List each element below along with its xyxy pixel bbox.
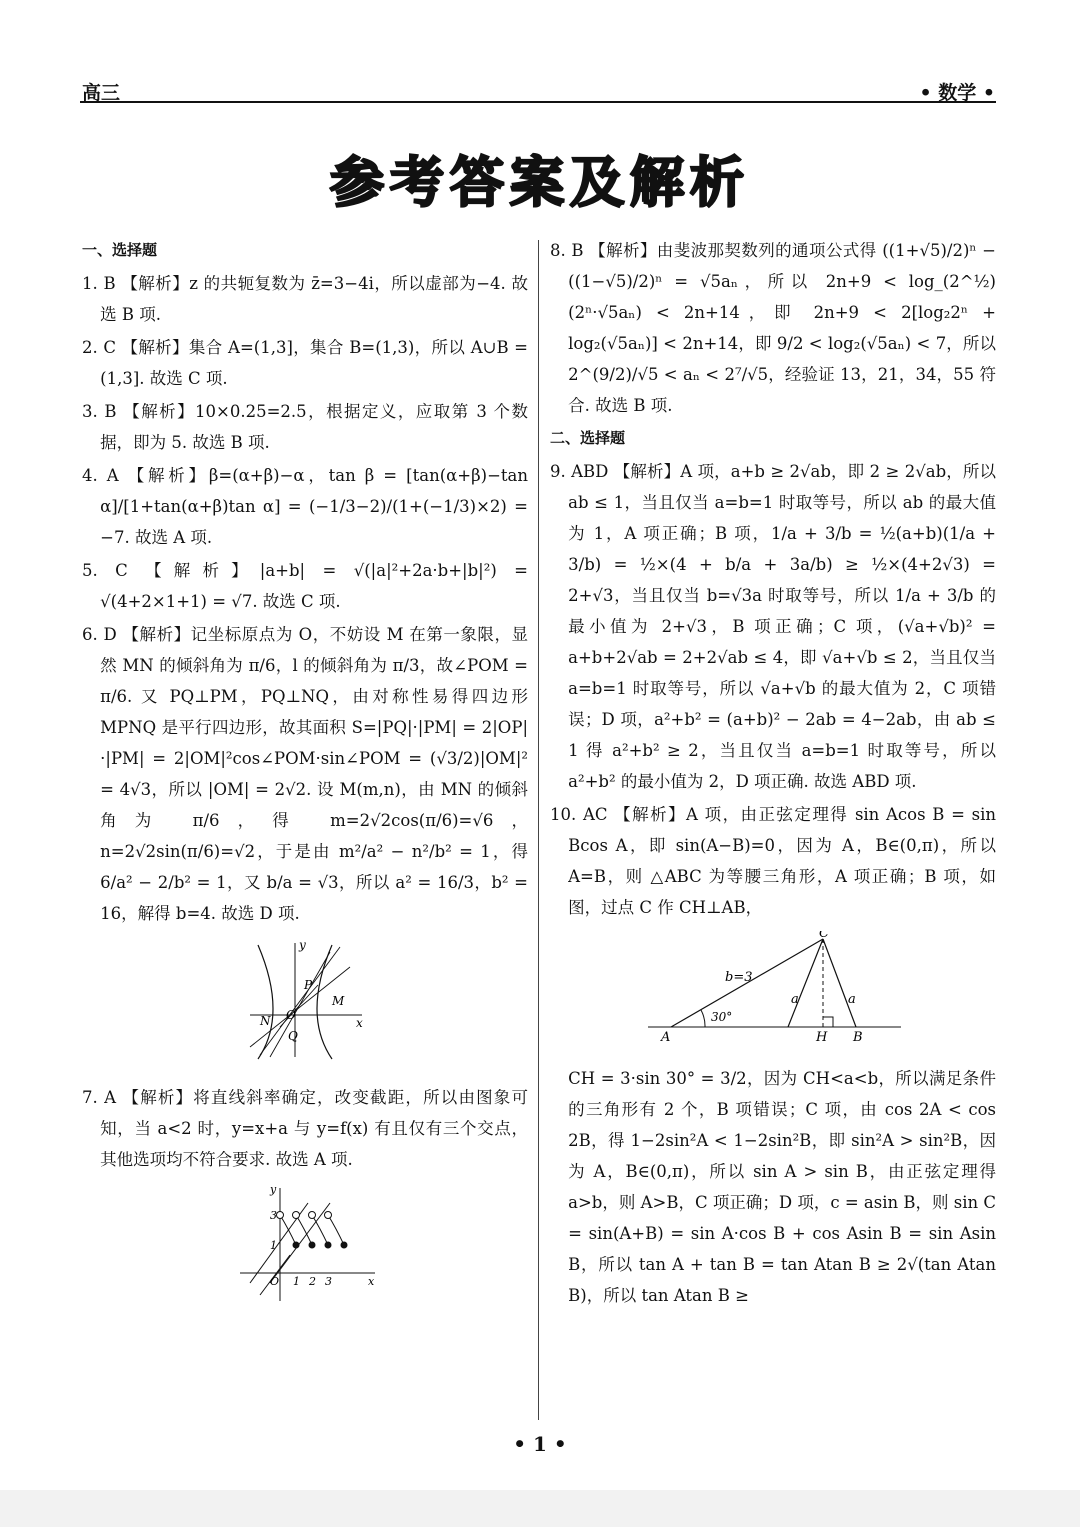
footer-band (0, 1490, 1080, 1527)
left-column (82, 235, 534, 1323)
fig7-tick-1: 1 (293, 1275, 300, 1288)
header-rule (80, 101, 996, 103)
answer-3: 3. B 【解析】10×0.25=2.5，根据定义，应取第 3 个数据，即为 5. 故选 B 项. (82, 402, 528, 452)
fig10-label-a2: a (848, 992, 856, 1007)
fig6-label-p: P (304, 978, 313, 992)
figure-6-hyperbola (82, 937, 528, 1072)
answer-1: 1. B 【解析】z 的共轭复数为 z̄=3−4i，所以虚部为−4. 故选 B 项. (82, 274, 528, 324)
answer-8: 8. B 【解析】由斐波那契数列的通项公式得 ((1+√5)/2)ⁿ − ((1−√5)/2)ⁿ = √5aₙ，所以 2n+9 < log_(2^½)(2ⁿ·√5aₙ) < 2n+14，即 2n+9 < 2[log₂2ⁿ + log₂(√5aₙ)] < 2n+14，即 9/2 < log₂(√5aₙ) < 7，所以 2^(9/2)/√5 < aₙ < 2⁷/√5，经验证 13，21，34，55 符合. 故选 B 项. (550, 241, 1002, 415)
grade-label: 高三 (82, 82, 121, 104)
fig6-label-q: Q (288, 1029, 298, 1043)
fig7-ytick-3: 3 (270, 1209, 277, 1222)
fig10-label-angle: 30° (711, 1010, 733, 1024)
answer-6: 6. D 【解析】记坐标原点为 O，不妨设 M 在第一象限，显然 MN 的倾斜角为 π/6，l 的倾斜角为 π/3，故∠POM = π/6. 又 PQ⊥PM，PQ⊥NQ，由对称性易得四边形 MPNQ 是平行四边形，故其面积 S=|PQ|·|PM| = 2|OP|·|PM| = 2|OM|²cos∠POM·sin∠POM = (√3/2)|OM|² = 4√3，所以 |OM| = 2√2. 设 M(m,n)，由 MN 的倾斜角为 π/6，得 m=2√2cos(π/6)=√6，n=2√2sin(π/6)=√2，于是由 m²/a² − n²/b² = 1，得 6/a² − 2/b² = 1，又 b/a = √3，所以 a² = 16/3，b² = 16，解得 b=4. 故选 D 项. (82, 625, 534, 923)
figure-7-graph (82, 1183, 528, 1313)
fig7-label-o: O (270, 1275, 280, 1288)
answer-10-part1: 10. AC 【解析】A 项，由正弦定理得 sin Acos B = sin Bcos A，即 sin(A−B)=0，因为 A，B∈(0,π)，所以 A=B，则 △ABC 为等腰三角形，A 项正确；B 项，如图，过点 C 作 CH⊥AB， (550, 805, 1002, 917)
answer-10-part2: CH = 3·sin 30° = 3/2，因为 CH<a<b，所以满足条件的三角形有 2 个，B 项错误；C 项，由 cos 2A < cos 2B，得 1−2sin²A < 1−2sin²B，即 sin²A > sin²B，因为 A，B∈(0,π)，所以 sin A > sin B，由正弦定理得 a>b，则 A>B，C 项正确；D 项，c = asin B，则 sin C = sin(A+B) = sin A·cos B + cos Asin B = sin Asin B，所以 tan A + tan B = tan Atan B ≥ 2√(tan Atan B)，所以 tan Atan B ≥ (568, 1069, 1002, 1305)
fig10-label-a-vertex: A (661, 1030, 671, 1043)
fig6-label-o: O (286, 1008, 296, 1022)
page-title: 参考答案及解析 (330, 151, 750, 214)
answer-4: 4. A 【解析】β=(α+β)−α，tan β = [tan(α+β)−tan α]/[1+tan(α+β)tan α] = (−1/3−2)/(1+(−1/3)×2) = −7. 故选 A 项. (82, 466, 534, 547)
fig6-label-x: x (356, 1016, 363, 1030)
page-number: • 1 • (513, 1432, 567, 1456)
answer-5: 5. C 【解析】|a+b| = √(|a|²+2a·b+|b|²) = √(4+2×1+1) = √7. 故选 C 项. (82, 561, 534, 611)
answer-2: 2. C 【解析】集合 A=(1,3]，集合 B=(1,3)，所以 A∪B =(1,3]. 故选 C 项. (82, 338, 528, 388)
fig7-label-x: x (368, 1275, 375, 1288)
fig10-label-b-vertex: B (853, 1030, 863, 1043)
fig6-label-y: y (299, 938, 306, 952)
fig7-tick-3: 3 (325, 1275, 332, 1288)
fig7-label-y: y (270, 1183, 277, 1196)
right-column (550, 235, 1002, 1313)
answer-7: 7. A 【解析】将直线斜率确定，改变截距，所以由图象可知，当 a<2 时，y=x+a 与 y=f(x) 有且仅有三个交点，其他选项均不符合要求. 故选 A 项. (82, 1088, 528, 1169)
fig10-label-h: H (816, 1030, 828, 1043)
fig6-label-m: M (332, 994, 345, 1008)
fig7-ytick-1: 1 (270, 1239, 277, 1252)
section-heading-2: 二、选择题 (550, 429, 626, 447)
fig7-tick-2: 2 (309, 1275, 316, 1288)
fig6-label-n: N (260, 1014, 271, 1028)
figure-10-triangle (550, 931, 996, 1053)
answer-9: 9. ABD 【解析】A 项，a+b ≥ 2√ab，即 2 ≥ 2√ab，所以 ab ≤ 1，当且仅当 a=b=1 时取等号，所以 ab 的最大值为 1，A 项正确；B 项，1/a + 3/b = ½(a+b)(1/a + 3/b) = ½×(4 + b/a + 3a/b) ≥ ½×(4+2√3) = 2+√3，当且仅当 b=√3a 时取等号，所以 1/a + 3/b 的最小值为 2+√3，B 项正确；C 项，(√a+√b)² = a+b+2√ab = 2+2√ab ≤ 4，即 √a+√b ≤ 2，当且仅当 a=b=1 时取等号，所以 √a+√b 的最大值为 2，C 项错误；D 项，a²+b² = (a+b)² − 2ab = 4−2ab，由 ab ≤ 1 得 a²+b² ≥ 2，当且仅当 a=b=1 时取等号，所以 a²+b² 的最小值为 2，D 项正确. 故选 ABD 项. (550, 462, 1002, 791)
fig10-label-b: b=3 (725, 970, 753, 985)
subject-label: • 数学 • (919, 82, 995, 104)
section-heading-1: 一、选择题 (82, 241, 158, 259)
column-divider (538, 240, 539, 1420)
fig10-label-c: C (819, 931, 829, 941)
fig10-label-a1: a (791, 992, 799, 1007)
